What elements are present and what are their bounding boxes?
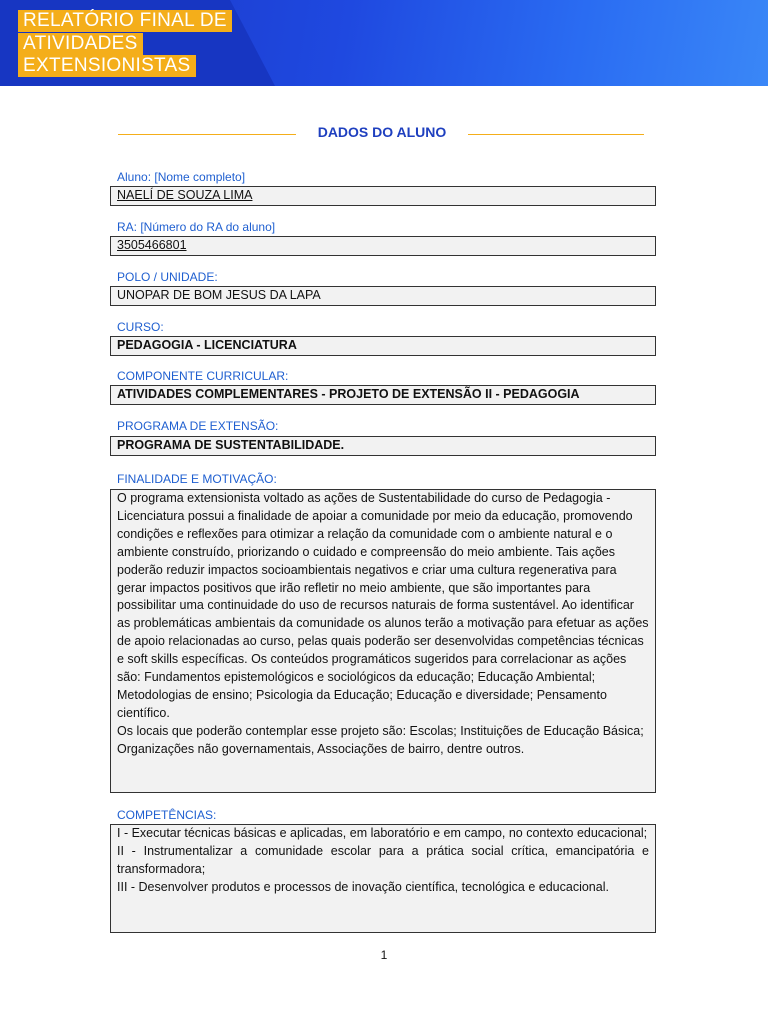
competencia-item: II - Instrumentalizar a comunidade escolar para a prática social crítica, emancipatória e transformadora;: [117, 843, 649, 876]
polo-field: [110, 286, 656, 306]
aluno-label: Aluno: [Nome completo]: [117, 170, 246, 184]
aluno-field: [110, 186, 656, 206]
ra-label: RA: [Número do RA do aluno]: [117, 220, 276, 234]
banner-title-line-2: ATIVIDADES: [18, 33, 143, 55]
competencia-item: III - Desenvolver produtos e processos de inovação científica, tecnológica e educacional.: [117, 879, 609, 894]
finalidade-field: [110, 489, 656, 793]
competencias-field: [110, 824, 656, 933]
ra-field: [110, 236, 656, 256]
aluno-value: NAELÍ DE SOUZA LIMA: [117, 188, 253, 202]
programa-label: PROGRAMA DE EXTENSÃO:: [117, 419, 279, 433]
ra-value: 3505466801: [117, 238, 187, 252]
curso-value: PEDAGOGIA - LICENCIATURA: [117, 338, 297, 352]
componente-value: ATIVIDADES COMPLEMENTARES - PROJETO DE EXTENSÃO II - PEDAGOGIA: [117, 387, 580, 401]
competencias-label: COMPETÊNCIAS:: [117, 808, 217, 822]
competencia-item: I - Executar técnicas básicas e aplicadas, em laboratório e em campo, no contexto educacional;: [117, 826, 648, 840]
banner-title-line-1: RELATÓRIO FINAL DE: [18, 10, 232, 32]
componente-field: [110, 385, 656, 405]
divider-left: [118, 134, 296, 135]
header-banner: [0, 0, 768, 86]
section-header: [118, 124, 644, 144]
finalidade-paragraph-1: O programa extensionista voltado as ações de Sustentabilidade do curso de Pedagogia - Licenciatura possui a finalidade de apoiar a comunidade por meio da educação, promovendo condições e reflexões para otimizar a relação da comunidade com o ambiente natural e o ambiente construído, priorizando o cuidado e compreensão do meio ambiente. Tais ações poderão reduzir impactos socioambientais negativos e criar uma cultura regenerativa para gerar impactos positivos que irão refletir no meio ambiente, que são importantes para possibilitar uma continuidade do uso de recursos naturais de forma sustentável. Ao identificar as problemáticas ambientais da comunidade os alunos terão a motivação para efetuar as ações de apoio relacionadas ao curso, pelas quais poderão ser desenvolvidas competências técnicas e soft skills específicas. Os conteúdos programáticos sugeridos para correlacionar as ações são: Fundamentos epistemológicos e sociológicos da educação; Educação Ambiental; Metodologias de ensino; Psicologia da Educação; Educação e diversidade; Pensamento científico.: [117, 491, 649, 720]
banner-title-line-3: EXTENSIONISTAS: [18, 55, 196, 77]
programa-field: [110, 436, 656, 456]
polo-label: POLO / UNIDADE:: [117, 270, 218, 284]
section-title: DADOS DO ALUNO: [317, 124, 447, 140]
finalidade-paragraph-2: Os locais que poderão contemplar esse projeto são: Escolas; Instituições de Educação Básica; Organizações não governamentais, Associações de bairro, dentre outros.: [117, 723, 644, 756]
curso-label: CURSO:: [117, 320, 164, 334]
polo-value: UNOPAR DE BOM JESUS DA LAPA: [117, 288, 321, 302]
componente-label: COMPONENTE CURRICULAR:: [117, 369, 289, 383]
programa-value: PROGRAMA DE SUSTENTABILIDADE.: [117, 438, 345, 452]
curso-field: [110, 336, 656, 356]
divider-right: [468, 134, 644, 135]
finalidade-label: FINALIDADE E MOTIVAÇÃO:: [117, 472, 277, 486]
page-number: 1: [380, 948, 388, 962]
